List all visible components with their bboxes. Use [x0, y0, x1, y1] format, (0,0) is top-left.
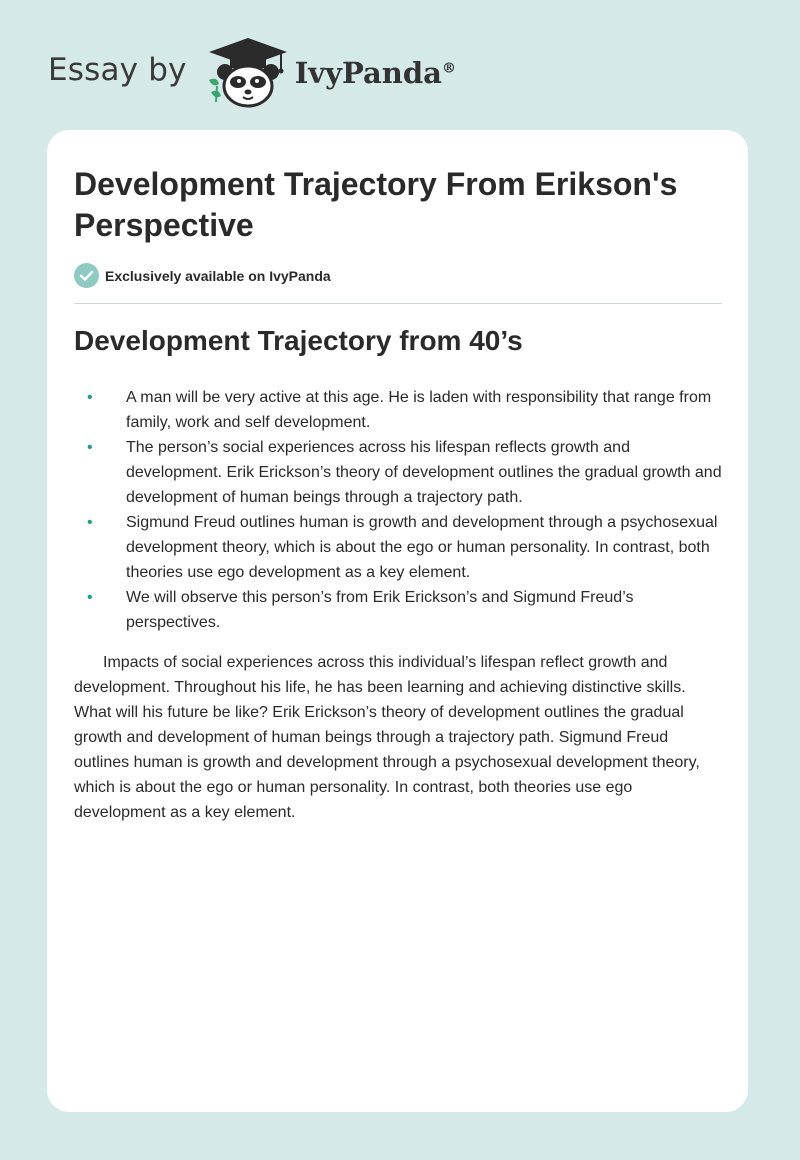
body-paragraph: Impacts of social experiences across this individual’s lifespan reflect growth and development. Throughout his life, he has been learning and achieving distinctive skills. What will his future be like? Erik Erickson’s theory of development outlines the gradual growth and development of human beings through a trajectory path. Sigmund Freud outlines human is growth and development through a psychosexual development theory, which is about the ego or human personality. In contrast, both theories use ego development as a key element. [74, 654, 700, 821]
section-heading: Development Trajectory from 40’s [74, 325, 523, 356]
exclusive-badge-text: Exclusively available on IvyPanda [105, 267, 331, 284]
divider [74, 303, 722, 304]
bullet-dot-icon: • [87, 389, 93, 406]
list-item [74, 435, 724, 510]
bullet-dot-icon: • [87, 514, 93, 531]
list-item-text: A man will be very active at this age. He is laden with responsibility that range from family, work and self development. [126, 389, 712, 431]
site-header [48, 36, 468, 108]
list-item [74, 510, 724, 585]
brand-name[interactable] [295, 56, 456, 90]
bullet-dot-icon: • [87, 589, 93, 606]
list-item [74, 385, 724, 435]
essay-by-label: Essay by [48, 52, 187, 88]
bullet-list [74, 385, 724, 635]
list-item-text: Sigmund Freud outlines human is growth and development through a psychosexual development theory, which is about the ego or human personality. In contrast, both theories use ego development as a key element. [126, 514, 718, 581]
list-item-text: We will observe this person’s from Erik Erickson’s and Sigmund Freud’s perspectives. [126, 589, 634, 631]
registered-mark: ® [441, 60, 456, 77]
page-title: Development Trajectory From Erikson's Perspective [74, 166, 678, 243]
panda-graduate-icon[interactable] [203, 36, 293, 108]
brand-name-text: IvyPanda [294, 56, 442, 90]
article-card [47, 130, 748, 1112]
list-item-text: The person’s social experiences across his lifespan reflects growth and development. Erik Erickson’s theory of development outlines the gradual growth and development of human beings through a trajectory path. [126, 439, 722, 506]
exclusive-badge [74, 263, 331, 288]
bullet-dot-icon: • [87, 439, 93, 456]
list-item [74, 585, 724, 635]
check-circle-icon [74, 263, 99, 288]
